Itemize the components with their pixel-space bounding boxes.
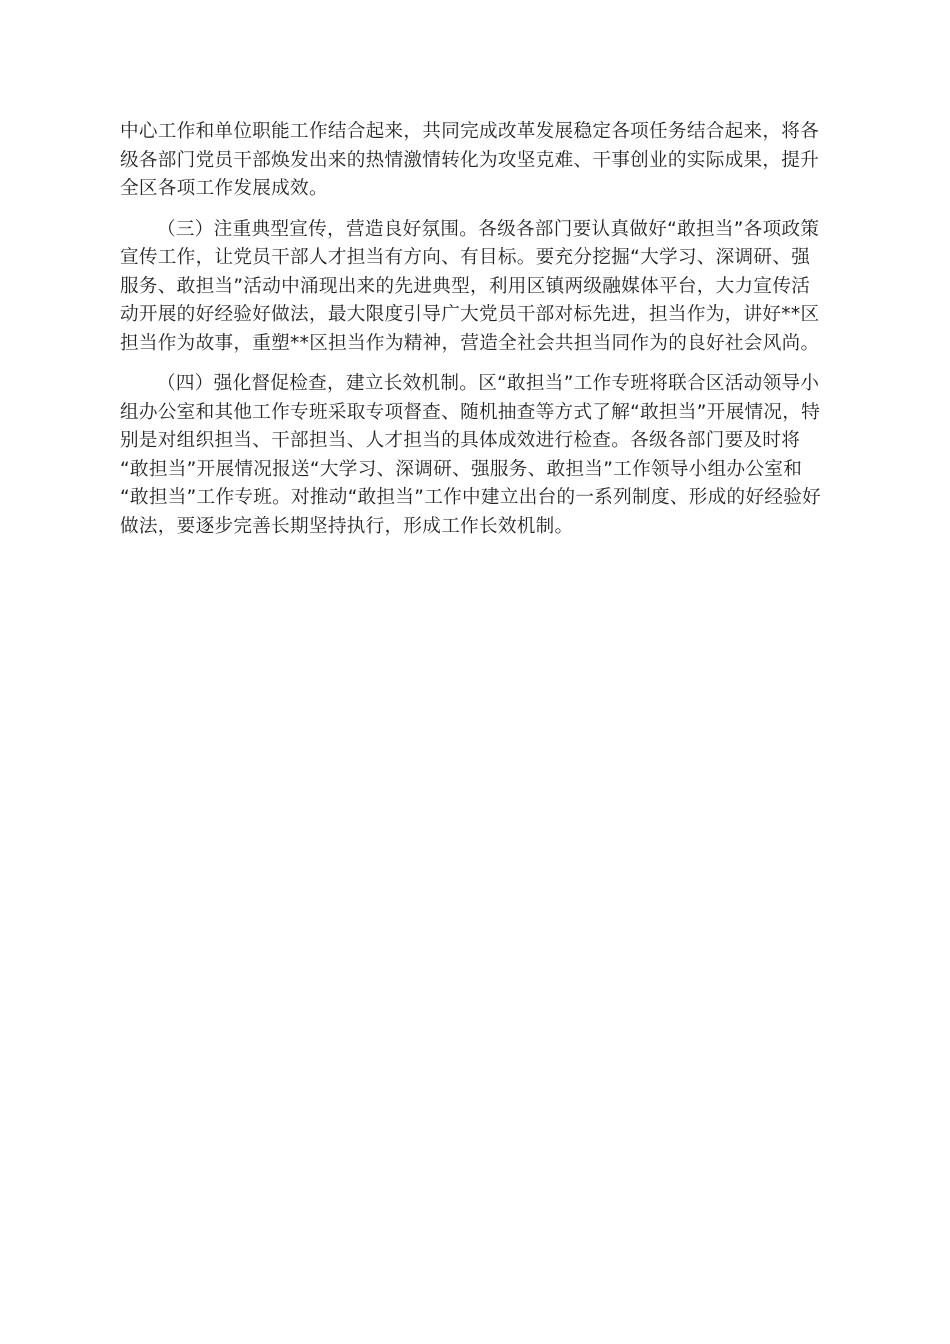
paragraph-continuation xyxy=(120,118,836,204)
text-line: 担当作为故事，重塑**区担当作为精神，营造全社会共担当同作为的良好社会风尚。 xyxy=(120,332,820,354)
text-line: 服务、敢担当”活动中涌现出来的先进典型，利用区镇两级融媒体平台，大力宣传活 xyxy=(120,275,811,297)
text-line: 动开展的好经验好做法，最大限度引导广大党员干部对标先进，担当作为，讲好**区 xyxy=(120,304,820,325)
text-line: 中心工作和单位职能工作结合起来，共同完成改革发展稳定各项任务结合起来，将各 xyxy=(120,121,820,142)
text-line: “敢担当”工作专班。对推动“敢担当”工作中建立出台的一系列制度、形成的好经验好 xyxy=(120,487,822,508)
text-line: 级各部门党员干部焕发出来的热情激情转化为攻坚克难、干事创业的实际成果，提升 xyxy=(120,149,820,171)
text-line: 别是对组织担当、干部担当、人才担当的具体成效进行检查。各级各部门要及时将 xyxy=(120,430,801,451)
text-line: 全区各项工作发展成效。 xyxy=(120,178,328,199)
text-line: 宣传工作，让党员干部人才担当有方向、有目标。要充分挖掘“大学习、深调研、强 xyxy=(120,247,811,268)
text-line: 组办公室和其他工作专班采取专项督查、随机抽查等方式了解“敢担当”开展情况，特 xyxy=(120,401,821,423)
paragraph-section-4 xyxy=(120,370,836,541)
text-line: “敢担当”开展情况报送“大学习、深调研、强服务、敢担当”工作领导小组办公室和 xyxy=(120,458,803,480)
text-line: （四）强化督促检查，建立长效机制。区“敢担当”工作专班将联合区活动领导小 xyxy=(157,373,820,394)
paragraph-section-3 xyxy=(120,216,836,359)
text-line: （三）注重典型宣传，营造良好氛围。各级各部门要认真做好“敢担当”各项政策 xyxy=(157,218,820,240)
text-line: 做法，要逐步完善长期坚持执行，形成工作长效机制。 xyxy=(120,515,574,537)
document-page xyxy=(120,118,836,553)
